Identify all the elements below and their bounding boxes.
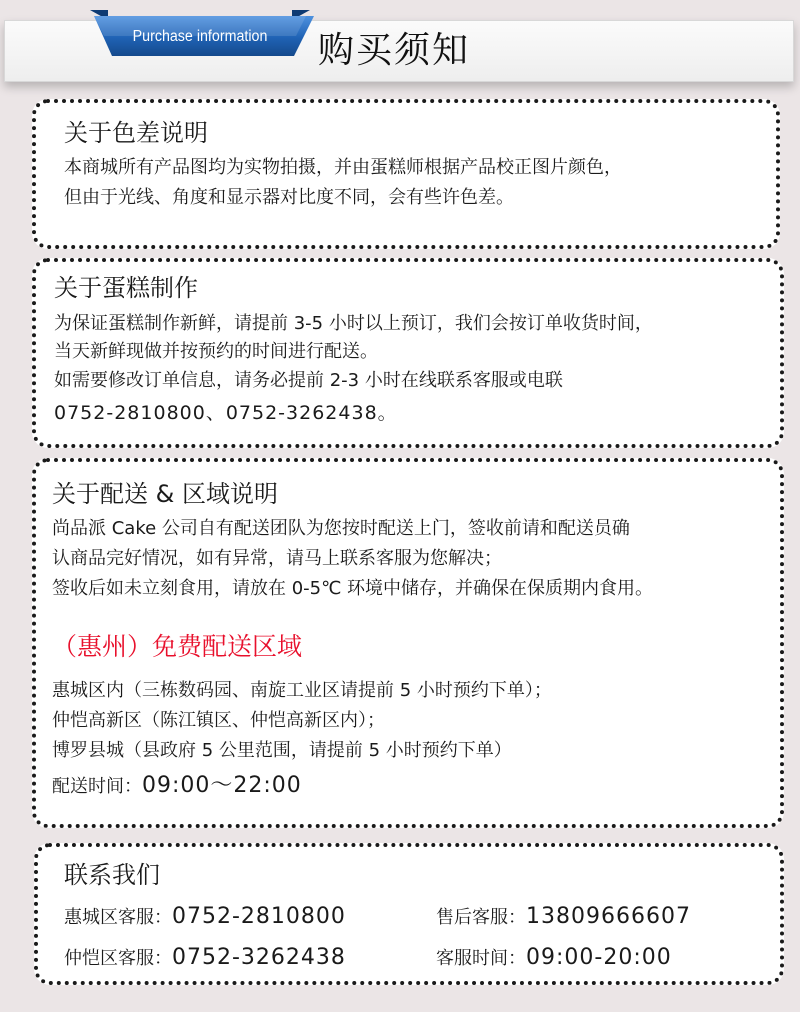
cake-notice-line: 为保证蛋糕制作新鲜，请提前 3-5 小时以上预订，我们会按订单收货时间，: [54, 313, 653, 334]
delivery-notice-box: [32, 458, 784, 828]
cake-notice-line: 如需要修改订单信息，请务必提前 2-3 小时在线联系客服或电联: [54, 370, 563, 391]
free-delivery-zone-title: （惠州）免费配送区域: [52, 632, 303, 661]
delivery-zone-item: 仲恺高新区（陈江镇区、仲恺高新区内）；: [52, 710, 385, 731]
color-notice-line: 本商城所有产品图均为实物拍摄，并由蛋糕师根据产品校正图片颜色，: [64, 157, 622, 178]
service-hours-value: 09:00-20:00: [526, 945, 672, 970]
color-notice-line: 但由于光线、角度和显示器对比度不同，会有些许色差。: [64, 187, 514, 208]
page-header: [0, 0, 800, 92]
color-notice-title: 关于色差说明: [64, 119, 208, 147]
ribbon-banner: [86, 8, 314, 64]
contact-phone: 0752-2810800: [172, 904, 346, 929]
contact-label: 售后客服：: [436, 907, 526, 928]
delivery-notice-line: 尚品派 Cake 公司自有配送团队为您按时配送上门，签收前请和配送员确: [52, 518, 630, 539]
delivery-time-label: 配送时间：: [52, 776, 142, 797]
ribbon-title: Purchase information: [132, 28, 268, 45]
contact-item-zhongkai: [64, 940, 436, 977]
cake-notice-phones: 0752-2810800、0752-3262438。: [54, 402, 398, 424]
cake-notice-title: 关于蛋糕制作: [54, 274, 198, 302]
delivery-notice-line: 认商品完好情况，如有异常，请马上联系客服为您解决；: [52, 548, 502, 569]
delivery-zone-item: 惠城区内（三栋数码园、南旋工业区请提前 5 小时预约下单）；: [52, 680, 552, 701]
delivery-zone-item: 博罗县城（县政府 5 公里范围，请提前 5 小时预约下单）: [52, 740, 512, 761]
contact-title: 联系我们: [64, 861, 160, 889]
contact-item-hours: [436, 940, 766, 977]
contact-box: [34, 843, 784, 985]
page-title: 购买须知: [318, 30, 471, 71]
contact-phone: 13809666607: [526, 904, 691, 929]
delivery-time-row: [52, 770, 780, 803]
color-notice-box: [32, 99, 780, 249]
contact-label: 惠城区客服：: [64, 907, 172, 928]
delivery-notice-title: 关于配送 & 区域说明: [52, 480, 278, 508]
contact-label: 仲恺区客服：: [64, 948, 172, 969]
contact-item-aftersales: [436, 899, 766, 936]
cake-notice-box: [32, 258, 784, 448]
delivery-time-value: 09:00～22:00: [142, 773, 302, 798]
delivery-notice-line: 签收后如未立刻食用，请放在 0-5℃ 环境中储存，并确保在保质期内食用。: [52, 578, 654, 599]
contact-label: 客服时间：: [436, 948, 526, 969]
cake-notice-line: 当天新鲜现做并按预约的时间进行配送。: [54, 341, 378, 362]
contact-phone: 0752-3262438: [172, 945, 346, 970]
contact-item-huicheng: [64, 899, 436, 936]
